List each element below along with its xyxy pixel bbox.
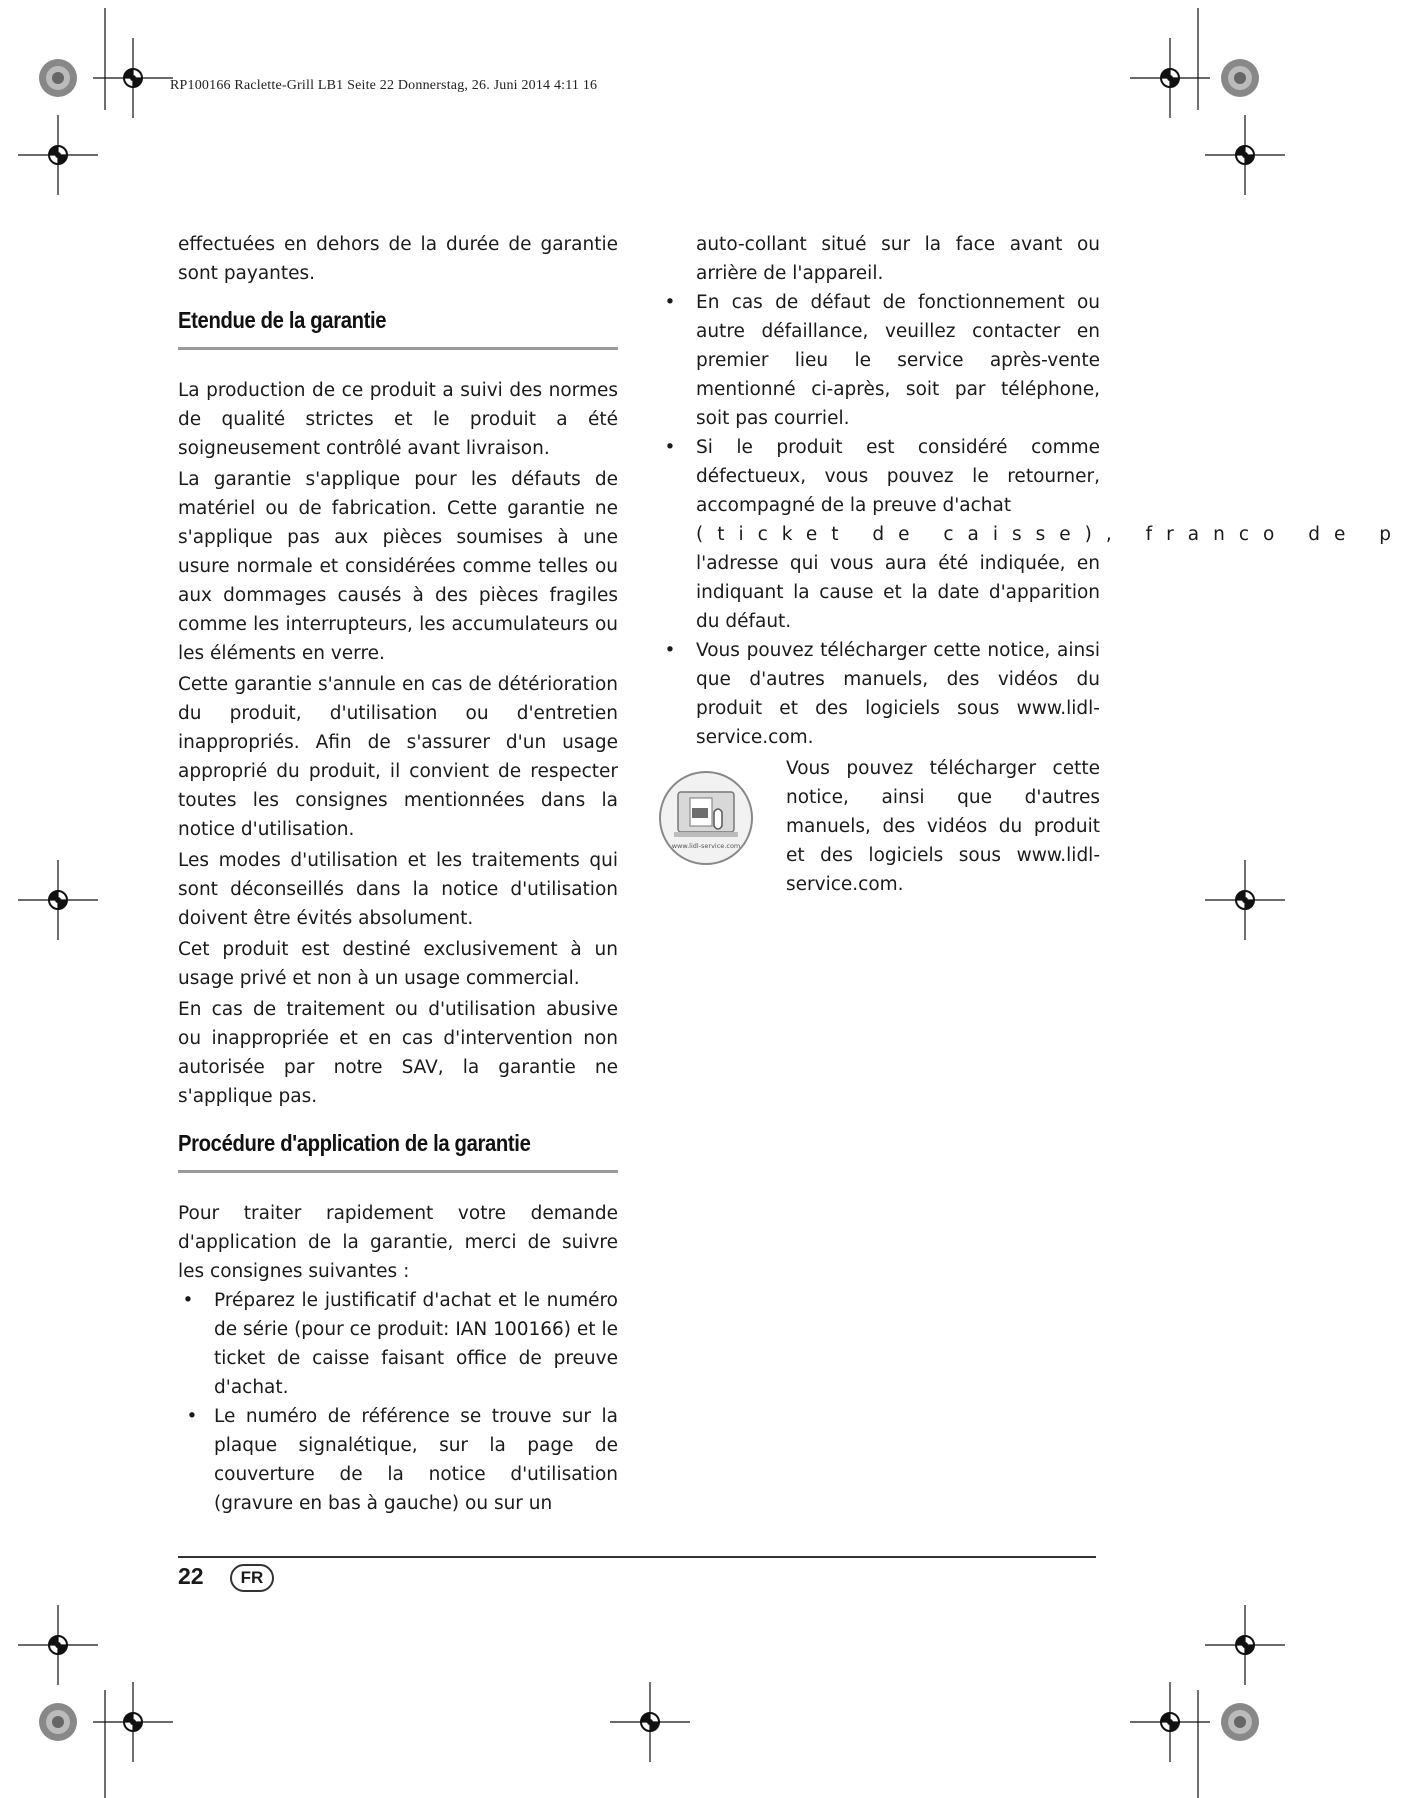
list-item [178, 1286, 618, 1402]
print-slug: RP100166 Raclette-Grill LB1 Seite 22 Donnerstag, 26. Juni 2014 4:11 16 [170, 78, 598, 93]
section-heading-procedure: Procédure d'application de la garantie [178, 1130, 531, 1156]
paragraph: En cas de traitement ou d'utilisation abusive ou inappropriée et en cas d'intervention non autorisée par notre SAV, la garantie ne s'applique pas. [178, 999, 618, 1107]
icon-caption: www.lidl-service.com [671, 842, 741, 850]
online-service-text: Vous pouvez télécharger cette notice, ainsi que d'autres manuels, des vidéos du produit et des logiciels sous www.lidl-service.com. [786, 758, 1100, 895]
continued-text: auto-collant situé sur la face avant ou arrière de l'appareil. [696, 234, 1100, 284]
list-item-text: Si le produit est considéré comme défectueux, vous pouvez le retourner, accompagné de la preuve d'achat [696, 437, 1100, 516]
crop-mark-bottom-center [610, 1682, 690, 1762]
list-item [660, 636, 1100, 752]
crop-mark-left-mid [18, 860, 98, 940]
paragraph: Les modes d'utilisation et les traitements qui sont déconseillés dans la notice d'utilisation doivent être évités absolument. [178, 850, 618, 929]
list-item-text-spaced: (ticket de caisse), franco de p [696, 524, 1405, 545]
crop-mark-left-lower [18, 1605, 98, 1685]
list-item-text: Vous pouvez télécharger cette notice, ainsi que d'autres manuels, des vidéos du produit et des logiciels sous www.lidl-service.com. [696, 640, 1100, 748]
footer-rule [178, 1556, 1096, 1558]
paragraph: La garantie s'applique pour les défauts de matériel ou de fabrication. Cette garantie ne s'applique pas aux pièces soumises à une usure normale et considérées comme telles ou aux dommages causés à des pièces fragiles comme les interrupteurs, les accumulateurs ou les éléments en verre. [178, 469, 618, 664]
burst-mark-br [1221, 1703, 1259, 1741]
page-number: 22 [178, 1563, 204, 1589]
online-service-note [660, 754, 1100, 899]
paragraph: La production de ce produit a suivi des normes de qualité strictes et le produit a été soigneusement contrôlé avant livraison. [178, 380, 618, 459]
burst-mark-tl [39, 59, 77, 97]
bullet-dot: • [664, 292, 676, 313]
heading-rule [178, 347, 618, 350]
crop-mark-right-lower [1205, 1605, 1285, 1685]
paragraph: Cette garantie s'annule en cas de détérioration du produit, d'utilisation ou d'entretien inappropriés. Afin de s'assurer d'un usage approprié du produit, il convient de respecter toutes les consignes mentionnées dans la notice d'utilisation. [178, 674, 618, 840]
burst-mark-bl [39, 1703, 77, 1741]
right-column [660, 230, 1405, 899]
crop-mark-right-upper [1205, 115, 1285, 195]
list-item [660, 288, 1100, 433]
bullet-dot: • [182, 1290, 194, 1311]
paragraph: Cet produit est destiné exclusivement à un usage privé et non à un usage commercial. [178, 939, 618, 989]
online-manual-icon [656, 768, 756, 868]
language-badge: FR [230, 1564, 274, 1592]
paragraph: Pour traiter rapidement votre demande d'application de la garantie, merci de suivre les consignes suivantes : [178, 1203, 618, 1282]
bullet-dot: • [664, 640, 676, 661]
burst-mark-tr [1221, 59, 1259, 97]
list-item [660, 433, 1405, 636]
list-item-text: l'adresse qui vous aura été indiquée, en indiquant la cause et la date d'apparition du défaut. [696, 553, 1100, 632]
crop-mark-left-upper [18, 115, 98, 195]
list-item-text: Le numéro de référence se trouve sur la plaque signalétique, sur la page de couverture de la notice d'utilisation (gravure en bas à gauche) ou sur un [214, 1406, 618, 1514]
list-item [178, 1402, 618, 1518]
intro-paragraph: effectuées en dehors de la durée de garantie sont payantes. [178, 234, 618, 284]
list-item-text: Préparez le justificatif d'achat et le numéro de série (pour ce produit: IAN 100166) et le ticket de caisse faisant office de preuve d'achat. [214, 1290, 618, 1398]
bullet-dot: • [664, 437, 676, 458]
left-column [178, 230, 618, 1518]
crop-mark-right-mid [1205, 860, 1285, 940]
heading-rule [178, 1170, 618, 1173]
list-item-text: En cas de défaut de fonctionnement ou autre défaillance, veuillez contacter en premier lieu le service après-vente mentionné ci-après, soit par téléphone, soit pas courriel. [696, 292, 1100, 429]
section-heading-scope: Etendue de la garantie [178, 307, 387, 333]
bullet-dot: • [186, 1406, 198, 1427]
